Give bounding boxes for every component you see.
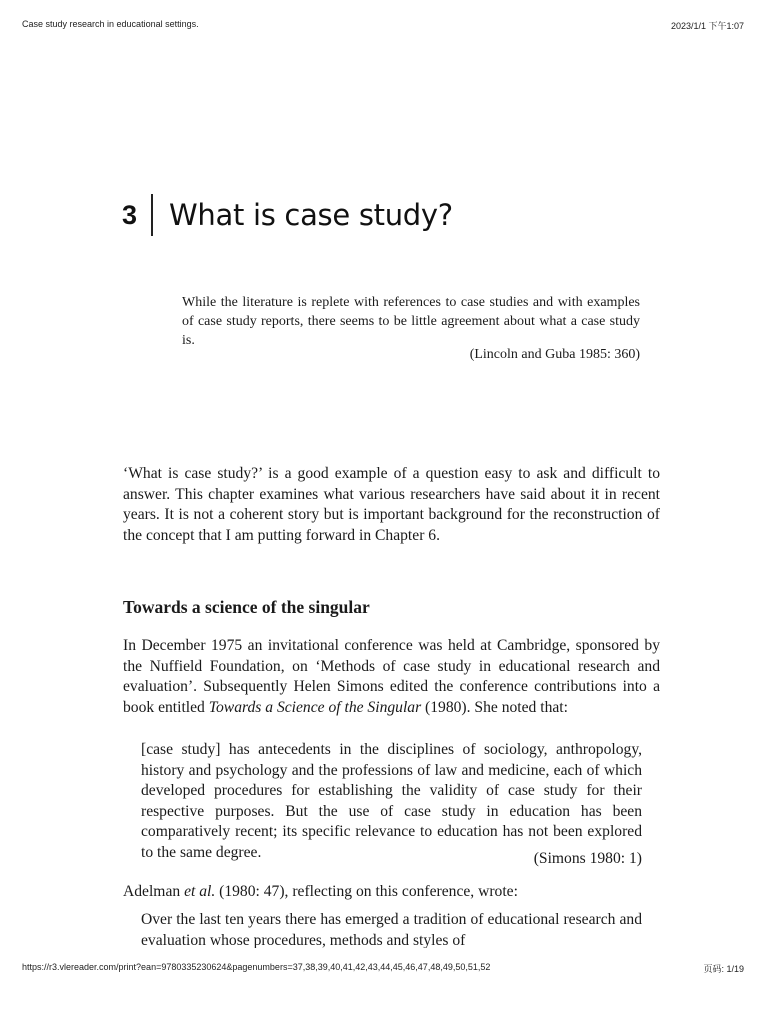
epigraph-citation: (Lincoln and Guba 1985: 360) — [469, 347, 640, 362]
chapter-heading — [122, 194, 453, 236]
print-datetime: 2023/1/1 下午1:07 — [670, 21, 744, 31]
adelman-quote: Over the last ten years there has emerged a tradition of educational research and evaluation whose procedures, methods and styles of — [141, 911, 642, 948]
chapter-title: What is case study? — [169, 198, 453, 232]
adelman-author: Adelman — [123, 883, 185, 900]
section-heading: Towards a science of the singular — [123, 597, 370, 617]
print-doc-title: Case study research in educational settings. — [22, 19, 199, 29]
epigraph-text: While the literature is replete with references to case studies and with examples of case study reports, there seems to be little agreement about what a case study is. — [182, 295, 640, 348]
intro-paragraph: ‘What is case study?’ is a good example of a question easy to ask and difficult to answer. This chapter examines what various researchers have said about it in recent years. It is not a coherent story but is important background for the reconstruction of the concept that I am putting forward in Chapter 6. — [123, 465, 660, 544]
conference-paragraph-text: In December 1975 an invitational conference was held at Cambridge, sponsored by the Nuffield Foundation, on ‘Methods of case study in educational research and evaluation’. Subsequently Helen Simons edited the conference contributions into a book entitled — [123, 637, 660, 716]
adelman-paragraph — [123, 882, 660, 903]
et-al: et al. — [184, 883, 216, 900]
simons-quote: [case study] has antecedents in the disciplines of sociology, anthropology, history and psychology and the professions of law and medicine, each of which developed procedures for establishing the validity of case study for their respective purposes. But the use of case study in education has been comparatively recent; its specific relevance to education has not been explored to the same degree. — [141, 741, 642, 861]
simons-citation: (Simons 1980: 1) — [533, 850, 642, 867]
chapter-divider — [151, 194, 153, 236]
conference-paragraph-end: (1980). She noted that: — [421, 698, 568, 716]
conference-paragraph — [123, 636, 660, 718]
book-title: Towards a Science of the Singular — [208, 698, 422, 716]
print-url: https://r3.vlereader.com/print?ean=9780335230624&pagenumbers=37,38,39,40,41,42,43,44,45,46,47,48,49,50,51,52 — [22, 962, 491, 972]
adelman-rest: (1980: 47), reflecting on this conference, wrote: — [215, 883, 518, 900]
chapter-number: 3 — [122, 199, 138, 230]
page-indicator: 页码: 1/19 — [703, 964, 744, 974]
